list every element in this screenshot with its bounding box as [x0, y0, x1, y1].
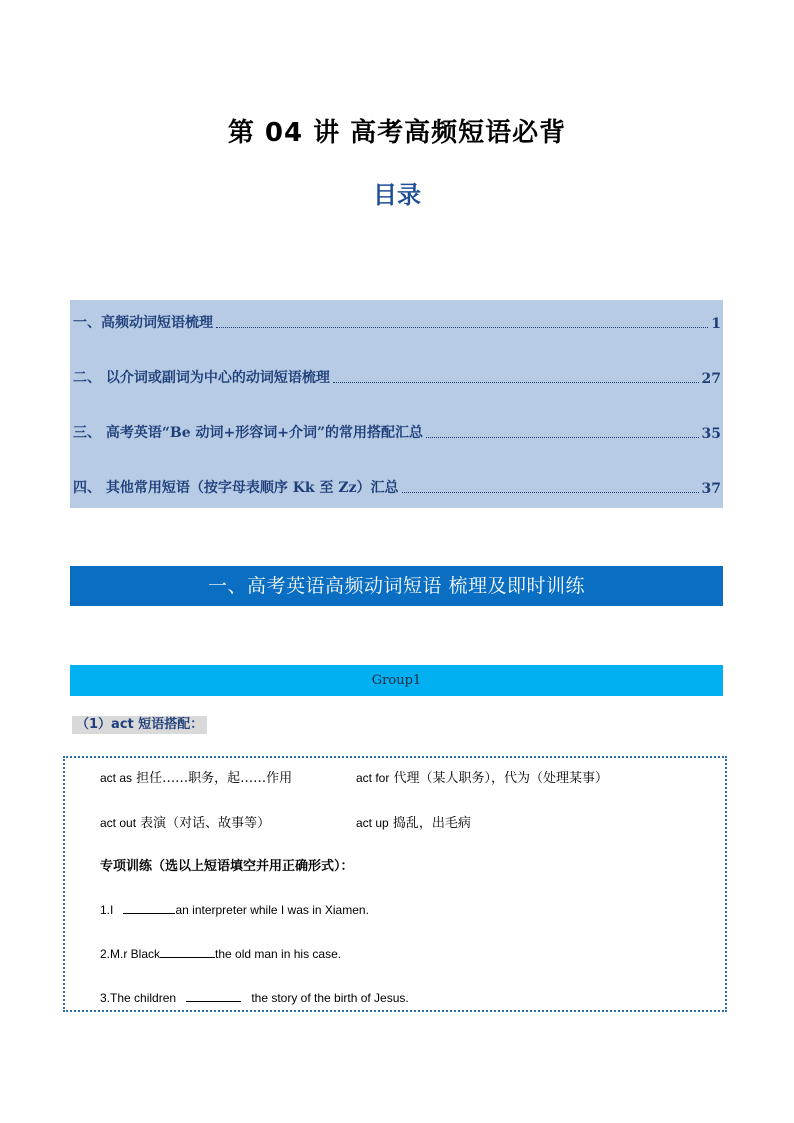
- exercise-prefix: 3.The children: [100, 991, 177, 1005]
- toc-entry-1[interactable]: [70, 312, 723, 332]
- exercise-suffix: the story of the birth of Jesus.: [251, 991, 409, 1005]
- toc-page-number: 35: [701, 426, 721, 442]
- exercise-item: [100, 989, 409, 1006]
- toc-entry-3[interactable]: [70, 422, 723, 442]
- exercise-item: [100, 945, 341, 962]
- phrase-english: act as: [100, 771, 133, 785]
- toc-page-number: 37: [701, 481, 721, 497]
- toc-page-number: 1: [711, 316, 721, 332]
- answer-blank[interactable]: [123, 901, 175, 914]
- phrase-item: [100, 767, 292, 786]
- toc-entry-2[interactable]: [70, 367, 723, 387]
- phrase-meaning: 担任……职务，起……作用: [136, 771, 293, 786]
- toc-entry-label: 三、 高考英语“Be 动词+形容词+介词”的常用搭配汇总: [73, 425, 424, 441]
- drill-instructions: 专项训练（选以上短语填空并用正确形式）：: [100, 859, 354, 874]
- toc-heading: 目录: [373, 181, 421, 209]
- toc-entry-label: 一、高频动词短语梳理: [73, 315, 213, 331]
- phrase-meaning: 代理（某人职务），代为（处理某事）: [393, 771, 609, 786]
- table-of-contents: [70, 300, 723, 508]
- toc-page-number: 27: [701, 371, 721, 387]
- toc-leader: [333, 381, 699, 383]
- toc-entry-label: 四、 其他常用短语（按字母表顺序 Kk 至 Zz）汇总: [73, 480, 399, 496]
- phrase-meaning: 表演（对话、故事等）: [140, 816, 271, 831]
- phrase-meaning: 捣乱，出毛病: [392, 816, 471, 831]
- phrase-item: [356, 812, 471, 831]
- phrase-english: act for: [356, 771, 390, 785]
- toc-leader: [216, 326, 708, 328]
- exercise-item: [100, 901, 369, 918]
- phrase-english: act up: [356, 816, 389, 830]
- toc-entry-4[interactable]: [70, 477, 723, 497]
- answer-blank[interactable]: [186, 989, 241, 1002]
- phrase-item: [356, 767, 608, 786]
- section-heading-bar: 一、高考英语高频动词短语 梳理及即时训练: [70, 566, 723, 606]
- phrase-english: act out: [100, 816, 137, 830]
- document-title: 第 04 讲 高考高频短语必背: [227, 118, 567, 148]
- toc-leader: [402, 491, 699, 493]
- exercise-suffix: the old man in his case.: [215, 947, 342, 961]
- toc-entry-label: 二、 以介词或副词为中心的动词短语梳理: [73, 370, 330, 386]
- act-phrase-heading: （1）act 短语搭配：: [72, 716, 207, 734]
- phrase-exercise-box: [63, 756, 727, 1012]
- exercise-prefix: 2.M.r Black: [100, 947, 161, 961]
- answer-blank[interactable]: [160, 945, 215, 958]
- phrase-item: [100, 812, 270, 831]
- toc-leader: [426, 436, 698, 438]
- group-heading-bar: Group1: [70, 665, 723, 696]
- exercise-prefix: 1.I: [100, 903, 114, 917]
- exercise-suffix: an interpreter while I was in Xiamen.: [175, 903, 369, 917]
